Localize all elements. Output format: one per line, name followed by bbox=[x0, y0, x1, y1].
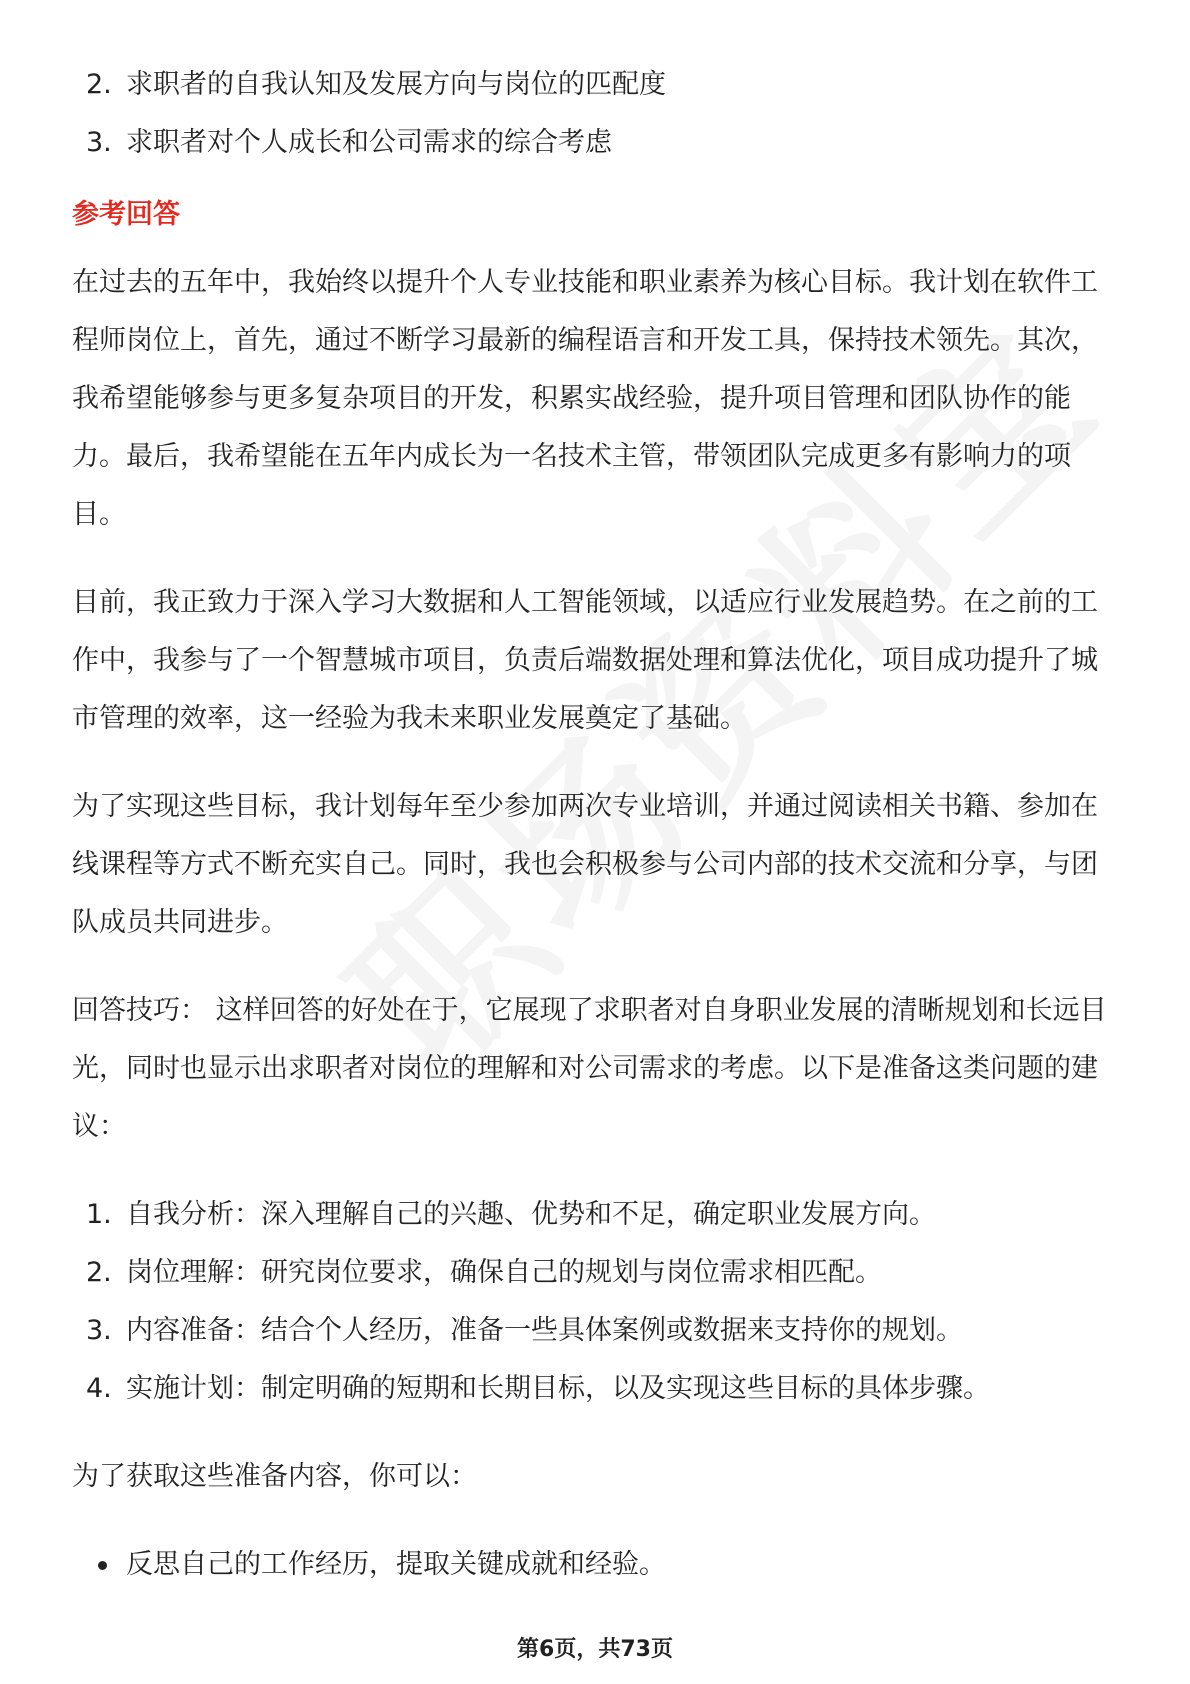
page-content bbox=[72, 56, 1122, 1594]
list-item-number: 3. bbox=[86, 1315, 112, 1346]
list-item-number: 2. bbox=[86, 69, 112, 100]
list-item-text: 求职者的自我认知及发展方向与岗位的匹配度 bbox=[126, 69, 666, 100]
prep-intro: 为了获取这些准备内容，你可以： bbox=[72, 1461, 477, 1492]
list-item bbox=[72, 1302, 1122, 1360]
list-item-text: 求职者对个人成长和公司需求的综合考虑 bbox=[126, 127, 612, 158]
tips-list bbox=[72, 1186, 1122, 1418]
criteria-list bbox=[72, 56, 1122, 172]
section-title: 参考回答 bbox=[72, 199, 180, 230]
prep-bullet-list bbox=[72, 1536, 1122, 1594]
list-item bbox=[72, 1186, 1122, 1244]
answer-paragraph: 目前，我正致力于深入学习大数据和人工智能领域，以适应行业发展趋势。在之前的工作中，我参与了一个智慧城市项目，负责后端数据处理和算法优化，项目成功提升了城市管理的效率，这一经验为我未来职业发展奠定了基础。 bbox=[72, 587, 1098, 734]
tips-paragraph: 回答技巧： 这样回答的好处在于，它展现了求职者对自身职业发展的清晰规划和长远目光，同时也显示出求职者对岗位的理解和对公司需求的考虑。以下是准备这类问题的建议： bbox=[72, 995, 1107, 1142]
list-item-number: 1. bbox=[86, 1199, 112, 1230]
list-item-text: 内容准备：结合个人经历，准备一些具体案例或数据来支持你的规划。 bbox=[126, 1315, 963, 1346]
bullet-text: 反思自己的工作经历，提取关键成就和经验。 bbox=[126, 1549, 666, 1580]
list-item bbox=[72, 1244, 1122, 1302]
list-item-text: 自我分析：深入理解自己的兴趣、优势和不足，确定职业发展方向。 bbox=[126, 1199, 936, 1230]
list-item-number: 3. bbox=[86, 127, 112, 158]
answer-paragraph: 在过去的五年中，我始终以提升个人专业技能和职业素养为核心目标。我计划在软件工程师岗位上，首先，通过不断学习最新的编程语言和开发工具，保持技术领先。其次，我希望能够参与更多复杂项目的开发，积累实战经验，提升项目管理和团队协作的能力。最后，我希望能在五年内成长为一名技术主管，带领团队完成更多有影响力的项目。 bbox=[72, 267, 1098, 530]
bullet-dot-icon bbox=[98, 1561, 107, 1570]
list-item-number: 4. bbox=[86, 1373, 112, 1404]
list-item bbox=[72, 56, 1122, 114]
list-item-text: 实施计划：制定明确的短期和长期目标，以及实现这些目标的具体步骤。 bbox=[126, 1373, 990, 1404]
page-number: 第6页，共73页 bbox=[517, 1637, 673, 1662]
bullet-item bbox=[72, 1536, 1122, 1594]
list-item bbox=[72, 114, 1122, 172]
list-item-number: 2. bbox=[86, 1257, 112, 1288]
list-item bbox=[72, 1360, 1122, 1418]
list-item-text: 岗位理解：研究岗位要求，确保自己的规划与岗位需求相匹配。 bbox=[126, 1257, 882, 1288]
answer-paragraph: 为了实现这些目标，我计划每年至少参加两次专业培训，并通过阅读相关书籍、参加在线课程等方式不断充实自己。同时，我也会积极参与公司内部的技术交流和分享，与团队成员共同进步。 bbox=[72, 791, 1098, 938]
